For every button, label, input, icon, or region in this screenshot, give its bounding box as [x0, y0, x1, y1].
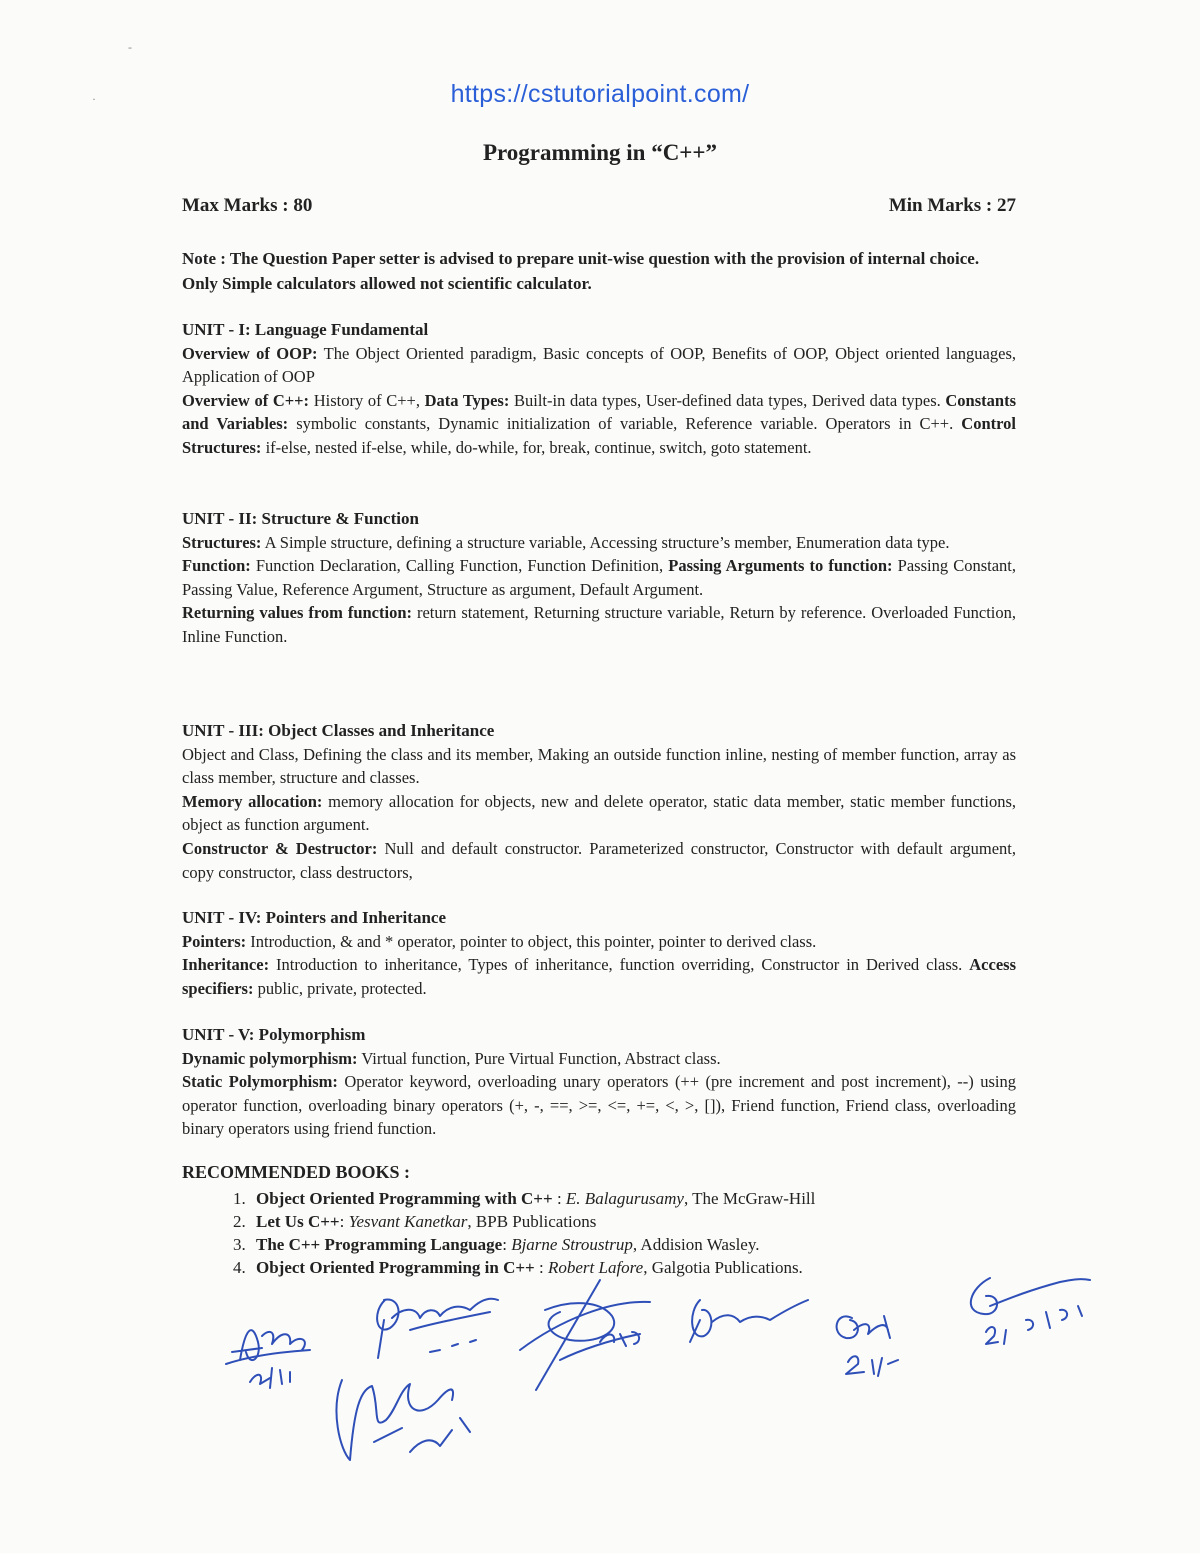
scan-speck: ·: [92, 92, 96, 106]
unit-2-function: Function: Function Declaration, Calling Function, Function Definition, Passing Arguments to function: Passing Constant, Passing Value, Reference Argument, Structure as argument, Default Argument.: [182, 556, 1016, 599]
source-url[interactable]: https://cstutorialpoint.com/: [450, 80, 750, 108]
unit-3: [182, 719, 1016, 884]
setter-note: Note : The Question Paper setter is advised to prepare unit-wise question with the provision of internal choice. Only Simple calculators allowed not scientific calculator.: [182, 249, 980, 293]
signature-1: [226, 1330, 310, 1388]
min-marks: Min Marks : 27: [888, 195, 1016, 216]
unit-4-inheritance: Inheritance: Introduction to inheritance, Types of inheritance, function overriding, Constructor in Derived class. Access specifiers: public, private, protected.: [182, 955, 1016, 998]
unit-3-constructor: Constructor & Destructor: Null and default constructor. Parameterized constructor, Constructor with default argument, copy constructor, class destructors,: [182, 838, 1016, 882]
unit-3-memory: Memory allocation: memory allocation for objects, new and delete operator, static data member, static member functions, object as function argument.: [182, 791, 1016, 835]
unit-4: [182, 906, 1016, 1000]
unit-2-returning: Returning values from function: return statement, Returning structure variable, Return by reference. Overloaded Function, Inline Function.: [182, 603, 1016, 646]
unit-2-structures: Structures: A Simple structure, defining a structure variable, Accessing structure’s member, Enumeration data type.: [182, 532, 950, 552]
unit-1-title: UNIT - I: Language Fundamental: [182, 320, 429, 339]
signature-6: [837, 1316, 898, 1376]
unit-5: [182, 1023, 1016, 1141]
unit-5-static: Static Polymorphism: Operator keyword, overloading unary operators (++ (pre increment and post increment), --) using operator function, overloading binary operators (+, -, ==, >=, <=, +=, <, >, []), Friend function, Friend class, overloading binary operators using friend function.: [182, 1072, 1016, 1139]
signature-4: [520, 1280, 650, 1390]
unit-2: [182, 507, 1016, 649]
unit-3-intro: Object and Class, Defining the class and its member, Making an outside function inline, nesting of member function, array as class member, structure and classes.: [182, 744, 1016, 788]
unit-4-pointers: Pointers: Introduction, & and * operator, pointer to object, this pointer, pointer to derived class.: [182, 931, 817, 951]
book-item: 2. Let Us C++: Yesvant Kanetkar, BPB Publications: [250, 1210, 1016, 1233]
book-item: 3. The C++ Programming Language: Bjarne Stroustrup, Addision Wasley.: [250, 1233, 1016, 1256]
signature-3: [337, 1380, 470, 1460]
page-title: Programming in “C++”: [482, 140, 718, 165]
signature-7: [971, 1278, 1090, 1344]
unit-4-title: UNIT - IV: Pointers and Inheritance: [182, 908, 446, 927]
unit-1-cpp: Overview of C++: History of C++, Data Types: Built-in data types, User-defined data types, Derived data types. Constants and Variables: symbolic constants, Dynamic initialization of variable, Reference variable. Operators in C++. Control Structures: if-else, nested if-else, while, do-while, for, break, continue, switch, goto statement.: [182, 390, 1016, 457]
unit-1: [182, 318, 1016, 460]
marks-row: [182, 195, 1016, 217]
scan-speck: -: [128, 40, 132, 54]
signature-5: [690, 1300, 808, 1342]
books-heading: RECOMMENDED BOOKS :: [182, 1162, 411, 1182]
unit-2-title: UNIT - II: Structure & Function: [182, 509, 419, 528]
signature-2: [377, 1299, 498, 1358]
unit-5-dynamic: Dynamic polymorphism: Virtual function, Pure Virtual Function, Abstract class.: [182, 1048, 721, 1068]
book-item: 4. Object Oriented Programming in C++ : Robert Lafore, Galgotia Publications.: [250, 1256, 1016, 1279]
unit-5-title: UNIT - V: Polymorphism: [182, 1025, 366, 1044]
unit-3-title: UNIT - III: Object Classes and Inheritance: [182, 721, 495, 740]
max-marks: Max Marks : 80: [182, 195, 313, 216]
signatures: [0, 1260, 1200, 1520]
book-item: 1. Object Oriented Programming with C++ : E. Balagurusamy, The McGraw-Hill: [250, 1187, 1016, 1210]
unit-1-oop: Overview of OOP: The Object Oriented paradigm, Basic concepts of OOP, Benefits of OOP, Object oriented languages, Application of OOP: [182, 343, 1017, 387]
